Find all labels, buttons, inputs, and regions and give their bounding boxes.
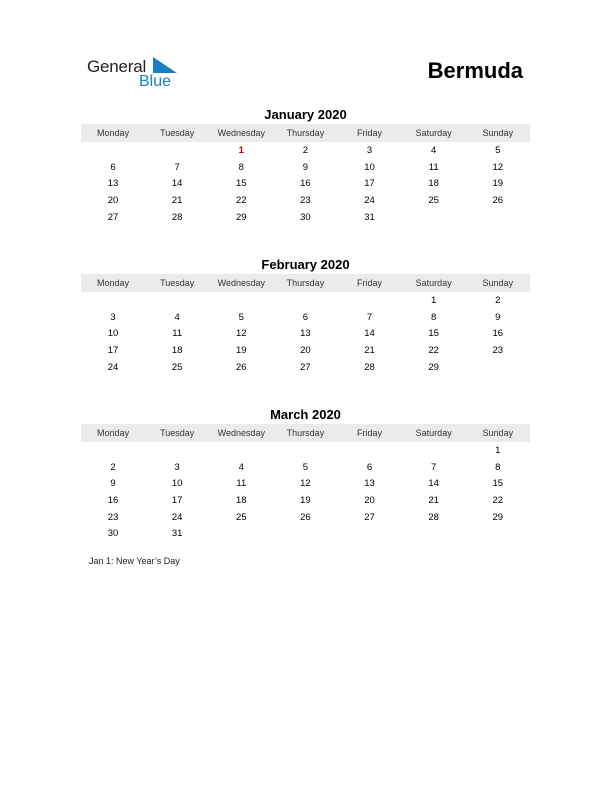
weekday-label: Sunday: [482, 278, 514, 288]
day-cell: 20: [300, 344, 311, 356]
day-cell: 21: [171, 194, 183, 206]
week-row: [81, 209, 530, 226]
month-block: [81, 406, 530, 542]
day-cell: 2: [110, 461, 116, 473]
day-cell: 25: [171, 361, 183, 373]
day-cell: 11: [236, 478, 247, 490]
day-cell: 26: [492, 194, 504, 206]
day-cell: 8: [238, 161, 244, 173]
day-cell: 19: [300, 494, 311, 506]
weekday-label: Wednesday: [217, 428, 265, 438]
holiday-notes: Jan 1: New Year’s Day: [89, 556, 180, 566]
weekday-label: Monday: [97, 278, 130, 288]
day-cell: 25: [428, 194, 439, 206]
day-cell: 12: [236, 328, 247, 340]
week-row: [81, 142, 530, 159]
day-cell: 3: [110, 311, 116, 323]
week-row: [81, 175, 530, 192]
week-row: [81, 342, 530, 359]
logo-triangle-icon: [149, 57, 177, 73]
logo-text-general: General: [87, 57, 147, 76]
day-cell: 9: [110, 478, 116, 490]
day-cell: 13: [300, 328, 311, 340]
day-cell: 16: [492, 328, 504, 340]
day-cell: 24: [364, 194, 375, 206]
week-row: [81, 525, 530, 542]
day-cell: 13: [364, 478, 375, 490]
week-row: [81, 442, 530, 459]
month-block: [81, 106, 530, 225]
day-cell: 28: [428, 511, 439, 523]
weekday-label: Friday: [357, 128, 383, 138]
month-title: March 2020: [270, 407, 341, 422]
day-cell: 6: [110, 161, 116, 173]
day-cell: 2: [302, 144, 309, 156]
week-row: [81, 292, 530, 309]
week-row: [81, 459, 530, 476]
week-row: [81, 159, 530, 176]
weekday-label: Friday: [357, 428, 383, 438]
day-cell: 27: [300, 361, 311, 373]
day-cell: 23: [107, 511, 119, 523]
day-cell: 15: [236, 178, 247, 190]
day-cell: 20: [107, 194, 119, 206]
day-cell: 27: [364, 511, 375, 523]
day-cell: 19: [236, 344, 247, 356]
day-cell: 6: [302, 311, 309, 323]
day-cell: 30: [300, 211, 311, 223]
week-row: [81, 325, 530, 342]
day-cell: 15: [492, 478, 504, 490]
day-cell: 28: [364, 361, 375, 373]
day-cell: 18: [428, 178, 439, 190]
day-cell: 18: [236, 494, 247, 506]
day-cell: 21: [364, 344, 375, 356]
week-row: [81, 309, 530, 326]
day-cell: 8: [431, 311, 437, 323]
day-cell: 21: [428, 494, 439, 506]
day-cell: 9: [495, 311, 501, 323]
weekday-header-row: [81, 424, 530, 442]
day-cell: 6: [366, 461, 373, 473]
week-row: [81, 192, 530, 209]
day-cell: 24: [107, 361, 119, 373]
day-cell: 23: [492, 344, 504, 356]
weekday-label: Thursday: [286, 428, 325, 438]
day-cell: 29: [492, 511, 504, 523]
day-cell: 7: [431, 461, 437, 473]
holiday-day-cell: 1: [238, 144, 244, 156]
day-cell: 2: [495, 294, 501, 306]
weekday-label: Tuesday: [160, 278, 195, 288]
day-cell: 11: [428, 161, 439, 173]
day-cell: 8: [495, 461, 501, 473]
day-cell: 22: [236, 194, 247, 206]
day-cell: 26: [236, 361, 247, 373]
day-cell: 23: [300, 194, 311, 206]
day-cell: 10: [107, 328, 119, 340]
weekday-label: Monday: [97, 128, 130, 138]
day-cell: 3: [366, 144, 373, 156]
week-row: [81, 492, 530, 509]
day-cell: 22: [492, 494, 504, 506]
day-cell: 24: [171, 511, 183, 523]
day-cell: 10: [364, 161, 375, 173]
day-cell: 18: [171, 344, 183, 356]
day-cell: 26: [300, 511, 311, 523]
day-cell: 20: [364, 494, 375, 506]
day-cell: 29: [236, 211, 247, 223]
day-cell: 5: [302, 461, 309, 473]
day-cell: 4: [431, 144, 437, 156]
weekday-label: Tuesday: [160, 128, 195, 138]
day-cell: 19: [492, 178, 504, 190]
weekday-label: Saturday: [415, 278, 452, 288]
day-cell: 22: [428, 344, 439, 356]
day-cell: 7: [174, 161, 180, 173]
brand-logo: [87, 55, 187, 95]
day-cell: 3: [174, 461, 180, 473]
week-row: [81, 359, 530, 376]
day-cell: 31: [171, 528, 183, 540]
weekday-label: Saturday: [415, 428, 452, 438]
day-cell: 31: [364, 211, 375, 223]
day-cell: 14: [171, 178, 183, 190]
weekday-label: Thursday: [286, 278, 325, 288]
weekday-label: Thursday: [286, 128, 325, 138]
day-cell: 28: [171, 211, 183, 223]
day-cell: 16: [300, 178, 311, 190]
day-cell: 16: [107, 494, 119, 506]
day-cell: 14: [428, 478, 439, 490]
day-cell: 25: [236, 511, 247, 523]
day-cell: 4: [238, 461, 244, 473]
day-cell: 29: [428, 361, 439, 373]
weekday-label: Sunday: [482, 128, 514, 138]
weekday-header-row: [81, 124, 530, 142]
day-cell: 5: [495, 144, 501, 156]
day-cell: 10: [171, 478, 183, 490]
day-cell: 14: [364, 328, 375, 340]
day-cell: 12: [492, 161, 504, 173]
weekday-label: Friday: [357, 278, 383, 288]
weekday-header-row: [81, 274, 530, 292]
weekday-label: Wednesday: [217, 128, 265, 138]
day-cell: 17: [364, 178, 375, 190]
day-cell: 7: [366, 311, 373, 323]
weekday-label: Saturday: [415, 128, 452, 138]
day-cell: 1: [495, 444, 501, 456]
week-row: [81, 509, 530, 526]
month-title: February 2020: [261, 257, 350, 272]
day-cell: 11: [172, 328, 183, 340]
weekday-label: Tuesday: [160, 428, 195, 438]
month-title: January 2020: [264, 107, 347, 122]
weekday-label: Sunday: [482, 428, 514, 438]
logo-text-blue: Blue: [139, 73, 172, 90]
day-cell: 9: [302, 161, 309, 173]
weekday-label: Monday: [97, 428, 130, 438]
day-cell: 1: [431, 294, 437, 306]
day-cell: 12: [300, 478, 311, 490]
day-cell: 5: [238, 311, 244, 323]
day-cell: 4: [174, 311, 180, 323]
day-cell: 17: [171, 494, 183, 506]
weekday-label: Wednesday: [217, 278, 265, 288]
month-block: [81, 256, 530, 375]
country-title: Bermuda: [427, 58, 523, 83]
day-cell: 17: [107, 344, 119, 356]
day-cell: 13: [107, 178, 119, 190]
day-cell: 27: [107, 211, 119, 223]
week-row: [81, 475, 530, 492]
day-cell: 30: [107, 528, 119, 540]
day-cell: 15: [428, 328, 439, 340]
